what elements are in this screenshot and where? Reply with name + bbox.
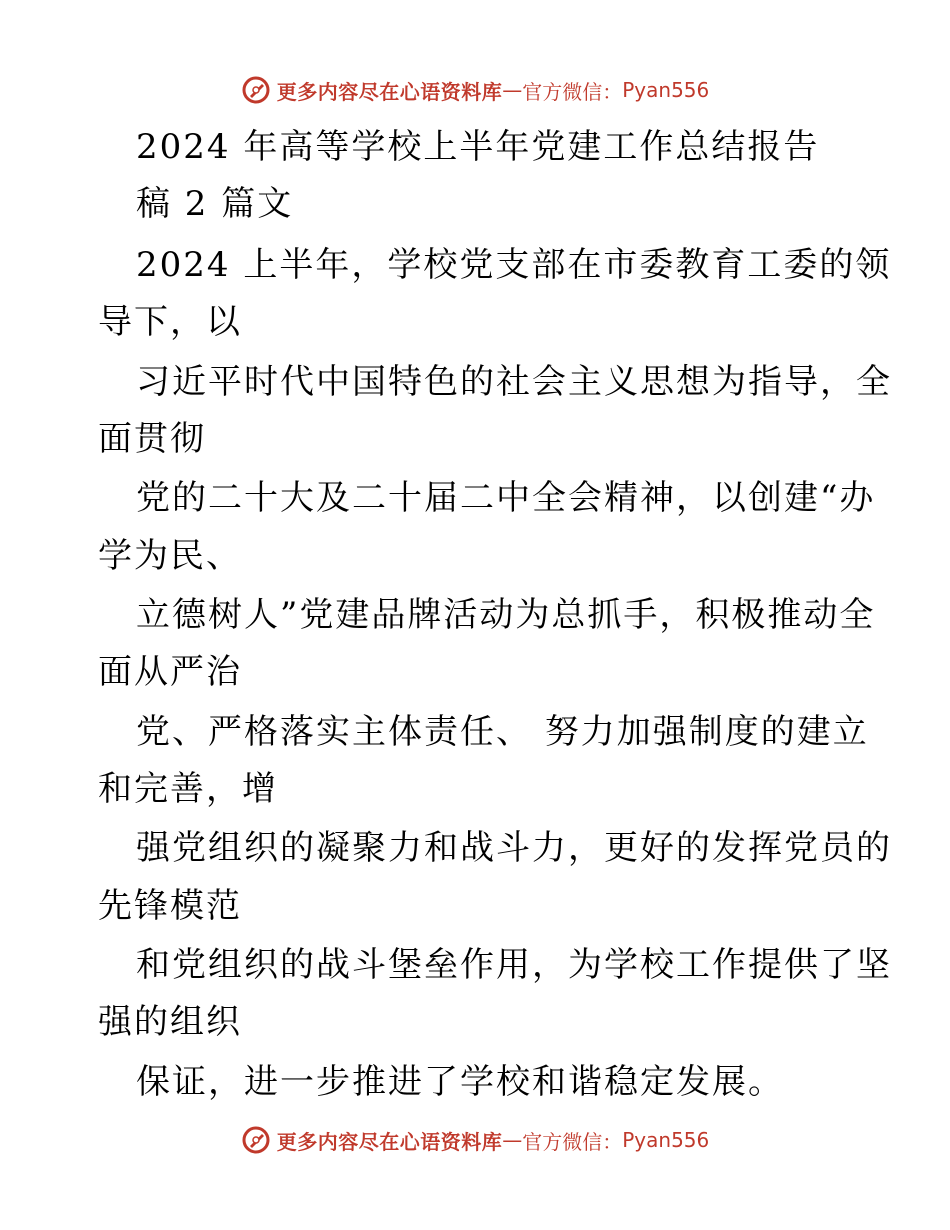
paragraph-line: 立德树人”党建品牌活动为总抓手，积极推动全 (136, 595, 876, 635)
paragraph-line: 强的组织 (98, 1002, 242, 1042)
document-title-line-2: 稿 2 篇文 (136, 184, 294, 224)
paragraph-line: 党的二十大及二十届二中全会精神，以创建“办 (136, 478, 876, 518)
paragraph-line: 习近平时代中国特色的社会主义思想为指导，全 (136, 362, 892, 402)
paragraph-line: 2024 上半年，学校党支部在市委教育工委的领 (136, 245, 892, 285)
paragraph-line: 保证，进一步推进了学校和谐稳定发展。 (136, 1062, 784, 1102)
paragraph-line: 先锋模范 (98, 886, 242, 926)
watermark-site-text: 更多内容尽在心语资料库 (276, 1129, 503, 1154)
paragraph-line: 和完善，增 (98, 769, 278, 809)
watermark-wechat-id: Pyan556 (622, 1128, 710, 1152)
paragraph-line: 导下，以 (98, 302, 242, 342)
watermark-dash: — (502, 78, 523, 102)
paragraph-line: 强党组织的凝聚力和战斗力，更好的发挥党员的 (136, 828, 892, 868)
watermark-wechat-label: 官方微信： (522, 1129, 623, 1154)
document-title-line-1: 2024 年高等学校上半年党建工作总结报告 (136, 127, 820, 167)
watermark-site-text: 更多内容尽在心语资料库 (276, 79, 503, 104)
header-watermark (0, 70, 950, 110)
paragraph-line: 面从严治 (98, 652, 242, 692)
watermark-wechat-label: 官方微信： (522, 79, 623, 104)
paragraph-line: 面贯彻 (98, 419, 206, 459)
footer-watermark (0, 1120, 950, 1160)
pen-logo-icon (241, 75, 271, 105)
paragraph-line: 学为民、 (98, 536, 242, 576)
pen-logo-icon (241, 1125, 271, 1155)
watermark-dash: — (502, 1128, 523, 1152)
paragraph-line: 和党组织的战斗堡垒作用，为学校工作提供了坚 (136, 945, 892, 985)
watermark-wechat-id: Pyan556 (622, 78, 710, 102)
paragraph-line: 党、严格落实主体责任、 努力加强制度的建立 (136, 712, 869, 752)
